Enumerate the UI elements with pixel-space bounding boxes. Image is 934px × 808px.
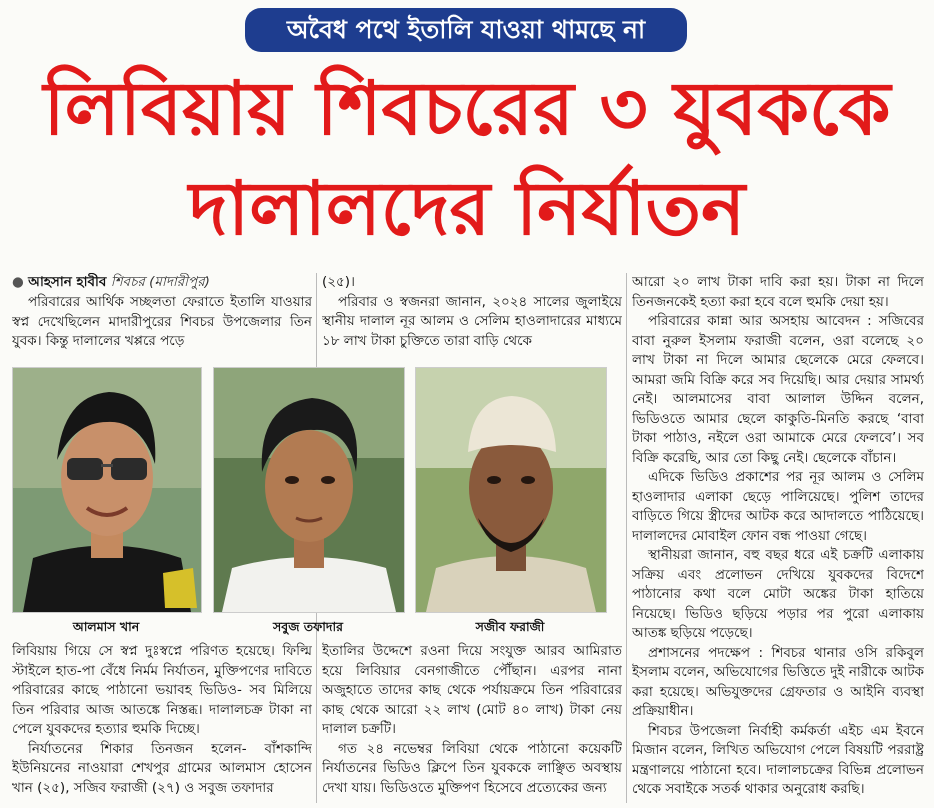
portrait-1-image — [13, 368, 201, 612]
photo-sajib-faraji — [415, 367, 607, 613]
headline-line-2: দালালদের নির্যাতন — [188, 166, 746, 252]
photo-caption: আলমাস খান — [72, 619, 140, 634]
paragraph: গত ২৪ নভেম্বর লিবিয়া থেকে পাঠানো কয়েকটি নির্যাতনের ভিডিও ক্লিপে তিন যুবককে লাঞ্ছিত অবস্থায় দেখা যায়। ভিডিওতে মুক্তিপণ হিসেবে প্রত্যেকের জন্য — [322, 740, 622, 796]
column-1-top — [12, 293, 312, 363]
column-1-bottom — [12, 642, 312, 804]
photo-almas-khan — [12, 367, 202, 613]
photo-caption: সজীব ফরাজী — [475, 619, 545, 634]
paragraph: পরিবার ও স্বজনরা জানান, ২০২৪ সালের জুলাইয়ে স্থানীয় দালাল নূর আলম ও সেলিম হাওলাদারের মাধ্যমে ১৮ লাখ টাকা চুক্তিতে তারা বাড়ি থেকে — [322, 293, 622, 349]
headline-line-1: লিবিয়ায় শিবচরের ৩ যুবককে — [43, 66, 891, 152]
kicker-banner: অবৈধ পথে ইতালি যাওয়া থামছে না — [245, 8, 687, 52]
byline-author: আহসান হাবীব — [28, 274, 107, 290]
photo-caption: সবুজ তফাদার — [273, 619, 343, 634]
paragraph: শিবচর উপজেলা নির্বাহী কর্মকর্তা এইচ এম ইবনে মিজান বলেন, লিখিত অভিযোগ পেলে বিষয়টি পররাষ্ট্র মন্ত্রণালয়ে পাঠানো হবে। দালালচক্রের বিভিন্ন প্রলোভন থেকে সবাইকে সতর্ক থাকার অনুরোধ করছি। — [632, 722, 924, 797]
paragraph: পরিবারের আর্থিক সচ্ছলতা ফেরাতে ইতালি যাওয়ার স্বপ্ন দেখেছিলেন মাদারীপুরের শিবচর উপজেলার তিন যুবক। কিন্তু দালালের খপ্পরে পড়ে — [12, 294, 312, 349]
byline-location: শিবচর (মাদারীপুর) — [110, 274, 210, 290]
byline — [12, 273, 312, 292]
paragraph: এদিকে ভিডিও প্রকাশের পর নূর আলম ও সেলিম হাওলাদার এলাকা ছেড়ে পালিয়েছে। পুলিশ তাদের বাড়িতে গিয়ে স্ত্রীদের আটক করে আদালতে পাঠিয়েছে। দালালদের মোবাইল ফোন বন্ধ পাওয়া গেছে। — [632, 469, 924, 544]
column-3 — [632, 273, 924, 803]
portrait-3-image — [416, 368, 606, 612]
paragraph: আরো ২০ লাখ টাকা দাবি করা হয়। টাকা না দিলে তিনজনকেই হত্যা করা হবে বলে হুমকি দেয়া হয়। — [632, 274, 924, 310]
column-2-top — [322, 273, 622, 363]
paragraph: ইতালির উদ্দেশে রওনা দিয়ে সংযুক্ত আরব আমিরাত হয়ে লিবিয়ার বেনগাজীতে পৌঁছান। এরপর নানা অজুহাতে তাদের কাছ থেকে পর্যায়ক্রমে তিন পরিবারের কাছ থেকে আরো ২২ লাখ (মোট ৪০ লাখ) টাকা নেয় দালাল চক্রটি। — [322, 643, 622, 737]
column-2-bottom — [322, 642, 622, 804]
paragraph: পরিবারের কান্না আর অসহায় আবেদন : সজিবের বাবা নুরুল ইসলাম ফরাজী বলেন, ওরা বলেছে ২০ লাখ টাকা না দিলে আমার ছেলেকে মেরে ফেলবে। আমরা জমি বিক্রি করে সব দিয়েছি। আর দেয়ার সামর্থ্য নেই। আলমাসের বাবা আলাল উদ্দিন বলেন, ভিডিওতে আমার ছেলে কাকুতি-মিনতি করছে ‘বাবা টাকা পাঠাও, নইলে ওরা আমাকে মেরে ফেলবে’। সব বিক্রি করেছি, আর তো কিছু নেই। ছেলেকে বাঁচান। — [632, 313, 924, 466]
paragraph: স্থানীয়রা জানান, বহু বছর ধরে এই চক্রটি এলাকায় সক্রিয় এবং প্রলোভন দেখিয়ে যুবকদের বিদেশে পাঠানোর কথা বলে মোটা অঙ্কের টাকা হাতিয়ে নিয়েছে। ভিডিও ছড়িয়ে পড়ার পর পুরো এলাকায় আতঙ্ক ছড়িয়ে পড়েছে। — [632, 547, 924, 641]
column-rule — [626, 273, 627, 803]
byline-bullet-icon: ● — [12, 274, 24, 290]
paragraph: নির্যাতনের শিকার তিনজন হলেন- বাঁশকান্দি ইউনিয়নের নাওয়ারা শেখপুর গ্রামের আলমাস হোসেন খান (২৫), সজিব ফরাজী (২৭) ও সবুজ তফাদার — [12, 740, 312, 796]
paragraph: লিবিয়ায় গিয়ে সে স্বপ্ন দুঃস্বপ্নে পরিণত হয়েছে। ফিল্মি স্টাইলে হাত-পা বেঁধে নির্মম নির্যাতন, মুক্তিপণের দাবিতে পরিবারের কাছে পাঠানো ভয়াবহ ভিডিও- সব মিলিয়ে তিন পরিবার আজ আতঙ্কে নিস্তব্ধ। দালালচক্র টাকা না পেলে যুবকদের হত্যার হুমকি দিচ্ছে। — [12, 643, 312, 737]
photo-sabuj-tafadar — [213, 367, 405, 613]
paragraph: (২৫)। — [322, 274, 355, 290]
paragraph: প্রশাসনের পদক্ষেপ : শিবচর থানার ওসি রকিবুল ইসলাম বলেন, অভিযোগের ভিত্তিতে দুই নারীকে আটক করা হয়েছে। অভিযুক্তদের গ্রেফতার ও আইনি ব্যবস্থা প্রক্রিয়াধীন। — [632, 644, 924, 719]
portrait-2-image — [214, 368, 404, 612]
